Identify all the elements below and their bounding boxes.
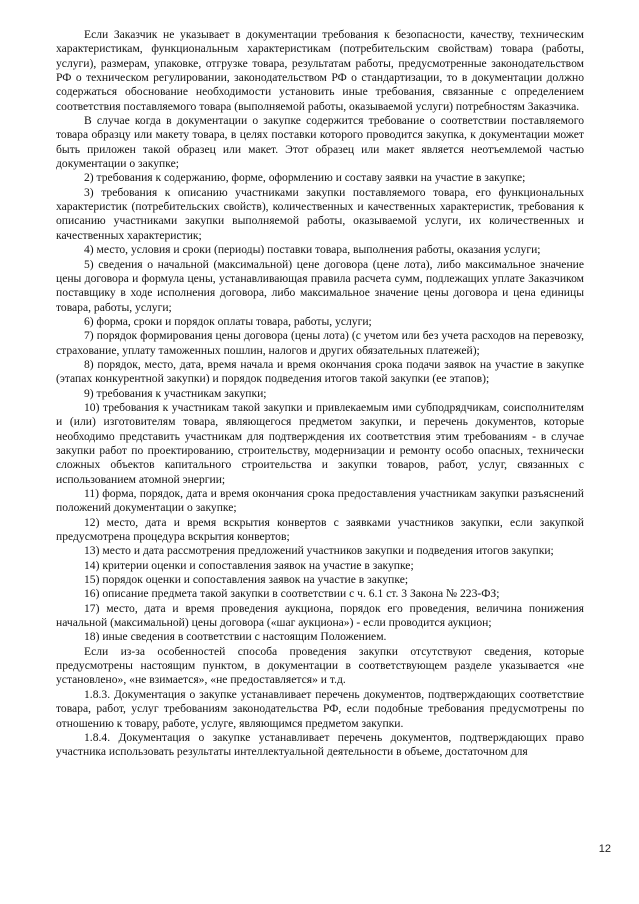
paragraph: Если из-за особенностей способа проведения закупки отсутствуют сведения, которые предусмотрены настоящим пунктом, в документации в соответствующем разделе указывается «не установлено», «не взимается», «не предоставляется» и т.д. — [56, 644, 584, 687]
list-item: 18) иные сведения в соответствии с настоящим Положением. — [84, 630, 387, 644]
list-item: 11) форма, порядок, дата и время окончания срока предоставления участникам закупки разъяснений положений документации о закупке; — [56, 487, 584, 515]
clause-1-8-3: 1.8.3. Документация о закупке устанавливает перечень документов, подтверждающих соответствие товара, работ, услуг требованиям законодательства РФ, если подобные требования предусмотрены по отношению к товару, работе, услуге, являющимся предметом закупки. — [56, 687, 584, 730]
page-number: 12 — [598, 843, 611, 855]
list-item: 17) место, дата и время проведения аукциона, порядок его проведения, величина понижения начальной (максимальной) цены договора («шаг аукциона») - если проводится аукцион; — [56, 601, 584, 630]
list-item: 10) требования к участникам такой закупки и привлекаемым ими субподрядчикам, соисполнителям и (или) изготовителям товара, являющегося предметом закупки, и перечень документов, которые необходимо представить участникам для подтверждения их соответствия этим требованиям - в случае закупки работ по проектированию, строительству, модернизации и ремонту особо опасных, технически сложных объектов капитального строительства и закупки товаров, работ, услуг, связанных с использованием атомной энергии; — [56, 400, 584, 486]
paragraph: В случае когда в документации о закупке содержится требование о соответствии поставляемого товара образцу или макету товара, в целях поставки которого проводится закупка, к документации может быть приложен такой образец или макет. Этот образец или макет является неотъемлемой частью документации о закупке; — [56, 114, 584, 171]
list-item: 7) порядок формирования цены договора (цены лота) (с учетом или без учета расходов на перевозку, страхование, уплату таможенных пошлин, налогов и других обязательных платежей); — [56, 329, 584, 357]
list-item: 9) требования к участникам закупки; — [84, 386, 267, 400]
paragraph: Если Заказчик не указывает в документации требования к безопасности, качеству, техническим характеристикам, функциональным характеристикам (потребительским свойствам) товара (работы, услуги), размерам, упаковке, отгрузке товара, результатам работы, предусмотренные законодательством РФ о техническом регулировании, законодательством РФ о стандартизации, то в документации должно содержаться обоснование необходимости установить иные требования, связанные с определением соответствия поставляемого товара (выполняемой работы, оказываемой услуги) потребностям Заказчика. — [56, 28, 584, 113]
list-item: 4) место, условия и сроки (периоды) поставки товара, выполнения работы, оказания услуги; — [84, 243, 541, 257]
list-item: 12) место, дата и время вскрытия конвертов с заявками участников закупки, если закупкой предусмотрена процедура вскрытия конвертов; — [56, 515, 584, 544]
list-item: 13) место и дата рассмотрения предложений участников закупки и подведения итогов закупки; — [84, 544, 554, 558]
list-item: 2) требования к содержанию, форме, оформлению и составу заявки на участие в закупке; — [84, 171, 526, 185]
list-item: 15) порядок оценки и сопоставления заявок на участие в закупке; — [84, 573, 409, 587]
list-item: 16) описание предмета такой закупки в соответствии с ч. 6.1 ст. 3 Закона № 223-ФЗ; — [84, 587, 500, 601]
list-item: 14) критерии оценки и сопоставления заявок на участие в закупке; — [84, 558, 414, 572]
list-item: 5) сведения о начальной (максимальной) цене договора (цене лота), либо максимальное значение цены договора и формула цены, устанавливающая правила расчета сумм, подлежащих уплате Заказчиком поставщику в ходе исполнения договора, либо максимальное значение цены договора и цена единицы товара, работы, услуги; — [56, 257, 584, 314]
list-item: 3) требования к описанию участниками закупки поставляемого товара, его функциональных характеристик (потребительских свойств), количественных и качественных характеристик, требования к описанию участниками закупки выполняемой работы, оказываемой услуги, их количественных и качественных характеристик; — [56, 185, 584, 242]
list-item: 6) форма, сроки и порядок оплаты товара, работы, услуги; — [84, 314, 372, 328]
list-item: 8) порядок, место, дата, время начала и время окончания срока подачи заявок на участие в закупке (этапах конкурентной закупки) и порядок подведения итогов такой закупки (ее этапов); — [56, 357, 584, 386]
clause-1-8-4: 1.8.4. Документация о закупке устанавливает перечень документов, подтверждающих право участника использовать результаты интеллектуальной деятельности в объеме, достаточном для — [56, 730, 584, 759]
document-body — [56, 28, 584, 760]
